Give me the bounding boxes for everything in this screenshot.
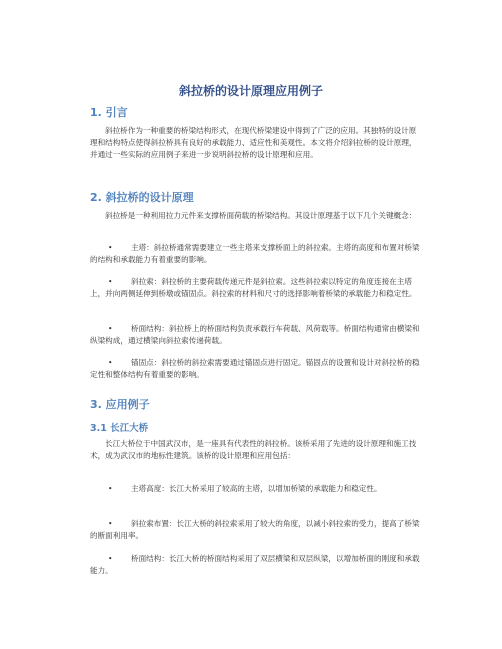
bullet-icon: •: [108, 243, 113, 252]
list-item: [90, 553, 420, 577]
list-item-text: 锚固点：斜拉桥的斜拉索需要通过锚固点进行固定。锚固点的设置和设计对斜拉桥的稳定性和整体结构有着重要的影响。: [90, 358, 420, 380]
bullet-icon: •: [108, 358, 113, 367]
section-3-1-heading: 3.1 长江大桥: [90, 423, 149, 434]
list-item: [90, 276, 420, 300]
section-3-heading: 3. 应用例子: [90, 398, 150, 411]
section-2-heading: 2. 斜拉桥的设计原理: [90, 191, 194, 204]
document-title: 斜拉桥的设计原理应用例子: [178, 84, 323, 98]
list-item: [90, 518, 420, 542]
bullet-icon: •: [108, 554, 113, 563]
section-2-paragraph: 斜拉桥是一种利用拉力元件来支撑桥面荷载的桥梁结构。其设计原理基于以下几个关键概念：: [105, 211, 417, 220]
bullet-icon: •: [108, 277, 113, 286]
section-1-heading: 1. 引言: [90, 106, 128, 119]
list-item-text: 桥面结构：长江大桥的桥面结构采用了双层横梁和双层纵梁，以增加桥面的刚度和承载能力。: [90, 554, 420, 576]
list-item-text: 斜拉索布置：长江大桥的斜拉索采用了较大的角度，以减小斜拉索的受力，提高了桥梁的断面利用率。: [90, 519, 420, 541]
list-item: [90, 323, 420, 347]
list-item-text: 主塔：斜拉桥通常需要建立一些主塔来支撑桥面上的斜拉索。主塔的高度和布置对桥梁的结构和承载能力有着重要的影响。: [90, 243, 420, 265]
list-item-text: 斜拉索：斜拉桥的主要荷载传递元件是斜拉索。这些斜拉索以特定的角度连接在主塔上，并向两侧延伸到桥墩或锚固点。斜拉索的材料和尺寸的选择影响着桥梁的承载能力和稳定性。: [90, 277, 417, 299]
bullet-icon: •: [108, 324, 113, 333]
bullet-icon: •: [108, 484, 113, 493]
bullet-icon: •: [108, 519, 113, 528]
list-item-text: 桥面结构：斜拉桥上的桥面结构负责承载行车荷载、风荷载等。桥面结构通常由横梁和纵梁构成，通过横梁向斜拉索传递荷载。: [90, 324, 420, 346]
list-item: [90, 242, 420, 266]
section-3-paragraph: 长江大桥位于中国武汉市，是一座具有代表性的斜拉桥。该桥采用了先进的设计原理和施工技术，成为武汉市的地标性建筑。该桥的设计原理和应用包括：: [90, 439, 417, 461]
list-item: [90, 357, 420, 381]
section-1-paragraph: 斜拉桥作为一种重要的桥梁结构形式，在现代桥梁建设中得到了广泛的应用。其独特的设计原理和结构特点使得斜拉桥具有良好的承载能力、适应性和美观性。本文将介绍斜拉桥的设计原理，并通过一些实际的应用例子来进一步说明斜拉桥的设计原理和应用。: [90, 126, 417, 160]
list-item: [90, 483, 420, 495]
list-item-text: 主塔高度：长江大桥采用了较高的主塔，以增加桥梁的承载能力和稳定性。: [131, 484, 382, 493]
